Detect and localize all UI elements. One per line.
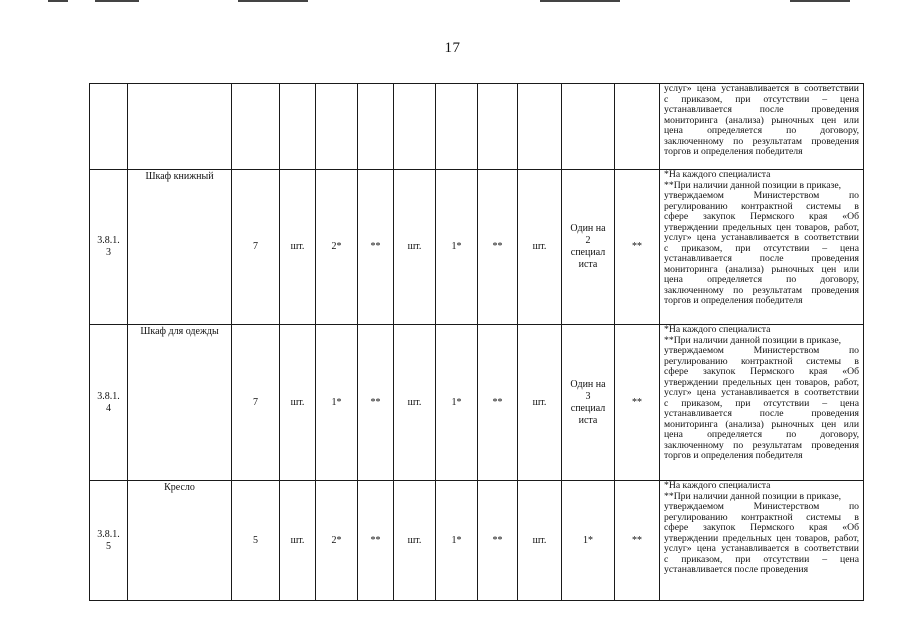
unit-cell: шт. — [518, 325, 562, 481]
scan-edge-mark — [48, 0, 68, 2]
unit-cell: шт. — [280, 170, 316, 325]
value-cell: ** — [478, 481, 518, 601]
note-line: заключенному по результатам проведения — [664, 439, 859, 451]
note-line: утверждаемом Министерством по — [664, 501, 859, 512]
note-line: заключенному по результатам проведения — [664, 284, 859, 296]
item-code-cell: 3.8.1. 3 — [90, 170, 128, 325]
table-row — [90, 481, 864, 601]
value-cell: ** — [615, 481, 660, 601]
value-cell: ** — [358, 325, 394, 481]
norms-table — [89, 83, 864, 601]
note-line: с приказом, при отсутствии – цена — [664, 242, 859, 254]
item-name-text: Шкаф для одежды — [140, 326, 219, 337]
note-line: регулированию контрактной системы в — [664, 511, 859, 523]
note-line: регулированию контрактной системы в — [664, 200, 859, 212]
value-cell: 1* — [436, 170, 478, 325]
value-cell: ** — [358, 170, 394, 325]
scan-edge-mark — [540, 0, 620, 2]
item-name-cell — [128, 170, 232, 325]
value-cell: 1* — [436, 325, 478, 481]
note-line: *На каждого специалиста — [664, 324, 771, 335]
note-line: услуг» цена устанавливается в соответствии — [664, 232, 859, 243]
value-cell: ** — [615, 325, 660, 481]
note-line: с приказом, при отсутствии – цена — [664, 397, 859, 409]
norm-cell — [562, 84, 615, 170]
value-cell — [316, 84, 358, 170]
value-cell — [436, 84, 478, 170]
note-line: утверждаемом Министерством по — [664, 190, 859, 201]
item-name-text: Кресло — [164, 482, 195, 493]
note-line: сфере закупок Пермского края «Об — [664, 211, 859, 222]
note-line: заключенному по результатам проведения — [664, 135, 859, 147]
note-line: торгов и определения победителя — [664, 450, 803, 461]
note-cell — [660, 481, 864, 601]
note-line: мониторинга (анализа) рыночных цен или — [664, 114, 859, 126]
value-cell: 1* — [316, 325, 358, 481]
note-line: торгов и определения победителя — [664, 146, 803, 157]
note-line: торгов и определения победителя — [664, 295, 803, 306]
value-cell — [478, 84, 518, 170]
item-code-cell: 3.8.1. 5 — [90, 481, 128, 601]
unit-cell: шт. — [280, 481, 316, 601]
note-line: услуг» цена устанавливается в соответствии — [664, 83, 859, 94]
value-cell: 1* — [436, 481, 478, 601]
note-line: *На каждого специалиста — [664, 169, 771, 180]
note-line: услуг» цена устанавливается в соответствии — [664, 387, 859, 398]
note-line: утверждении предельных цен товаров, работ, — [664, 532, 859, 544]
note-line: с приказом, при отсутствии – цена — [664, 93, 859, 105]
unit-cell: шт. — [518, 170, 562, 325]
note-line: *На каждого специалиста — [664, 480, 771, 491]
unit-cell — [280, 84, 316, 170]
item-code-cell: 3.8.1. 4 — [90, 325, 128, 481]
table-row — [90, 84, 864, 170]
item-name-cell — [128, 325, 232, 481]
table-row — [90, 170, 864, 325]
note-line: устанавливается после проведения — [664, 253, 859, 264]
item-name-text: Шкаф книжный — [145, 171, 214, 182]
note-line: цена определяется по договору, — [664, 274, 859, 285]
note-line: **При наличии данной позиции в приказе, — [664, 179, 842, 191]
item-code-cell — [90, 84, 128, 170]
unit-cell: шт. — [518, 481, 562, 601]
norm-cell: Один на 3 специал иста — [562, 325, 615, 481]
note-line: мониторинга (анализа) рыночных цен или — [664, 263, 859, 275]
note-line: устанавливается после проведения — [664, 564, 809, 575]
note-line: **При наличии данной позиции в приказе, — [664, 334, 842, 346]
norm-cell: Один на 2 специал иста — [562, 170, 615, 325]
note-line: с приказом, при отсутствии – цена — [664, 553, 859, 565]
quantity-cell: 7 — [232, 325, 280, 481]
item-name-text — [128, 84, 231, 85]
note-line: регулированию контрактной системы в — [664, 355, 859, 367]
quantity-cell — [232, 84, 280, 170]
note-cell — [660, 170, 864, 325]
note-line: утверждаемом Министерством по — [664, 345, 859, 356]
item-name-cell — [128, 481, 232, 601]
value-cell — [615, 84, 660, 170]
note-line: утверждении предельных цен товаров, работ, — [664, 376, 859, 388]
note-line: цена определяется по договору, — [664, 125, 859, 136]
note-line: сфере закупок Пермского края «Об — [664, 366, 859, 377]
scan-edge-mark — [238, 0, 308, 2]
note-line: **При наличии данной позиции в приказе, — [664, 490, 842, 502]
note-line: услуг» цена устанавливается в соответствии — [664, 543, 859, 554]
note-line: устанавливается после проведения — [664, 104, 859, 115]
value-cell — [358, 84, 394, 170]
norm-cell: 1* — [562, 481, 615, 601]
note-line: устанавливается после проведения — [664, 408, 859, 419]
page-number: 17 — [444, 40, 461, 56]
note-line: утверждении предельных цен товаров, работ, — [664, 221, 859, 233]
item-name-cell — [128, 84, 232, 170]
value-cell: ** — [615, 170, 660, 325]
unit-cell: шт. — [394, 325, 436, 481]
value-cell: ** — [478, 325, 518, 481]
unit-cell: шт. — [280, 325, 316, 481]
note-line: мониторинга (анализа) рыночных цен или — [664, 418, 859, 430]
unit-cell: шт. — [394, 481, 436, 601]
note-line: сфере закупок Пермского края «Об — [664, 522, 859, 533]
scan-edge-mark — [790, 0, 850, 2]
unit-cell — [518, 84, 562, 170]
note-cell — [660, 84, 864, 170]
quantity-cell: 5 — [232, 481, 280, 601]
quantity-cell: 7 — [232, 170, 280, 325]
value-cell: 2* — [316, 170, 358, 325]
value-cell: 2* — [316, 481, 358, 601]
value-cell: ** — [478, 170, 518, 325]
note-cell — [660, 325, 864, 481]
scan-edge-mark — [95, 0, 139, 2]
unit-cell — [394, 84, 436, 170]
value-cell: ** — [358, 481, 394, 601]
note-line: цена определяется по договору, — [664, 429, 859, 440]
table-row — [90, 325, 864, 481]
unit-cell: шт. — [394, 170, 436, 325]
